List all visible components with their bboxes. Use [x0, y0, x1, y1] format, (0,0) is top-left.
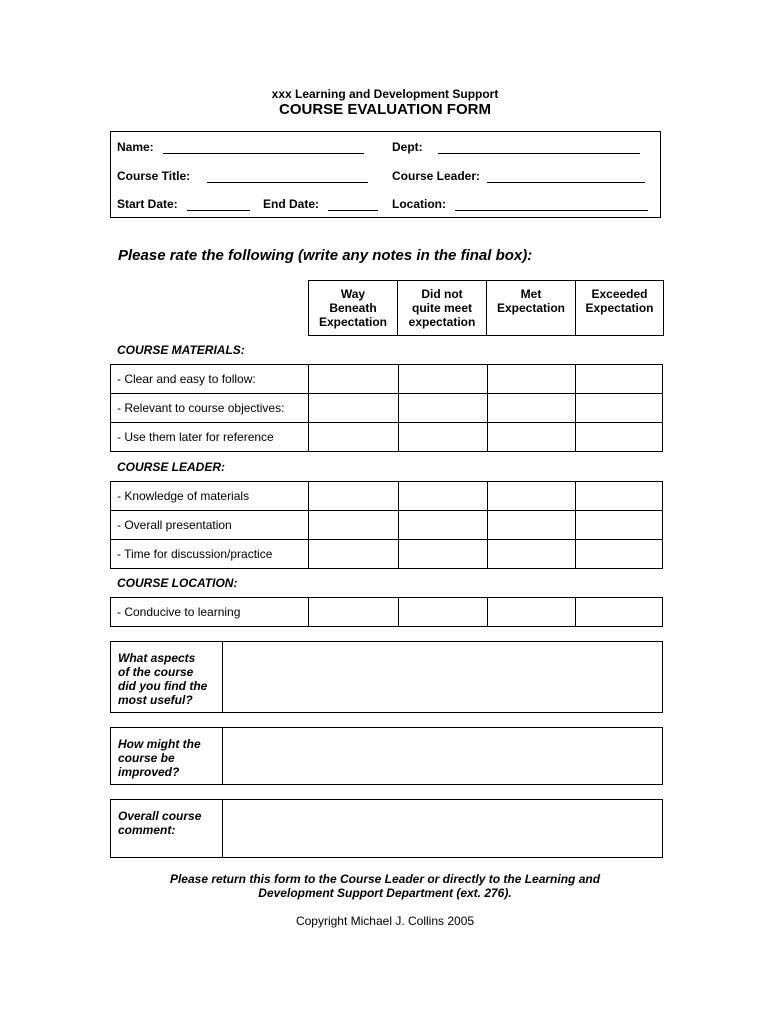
course-leader-field[interactable]: [487, 182, 645, 183]
course-title-label: Course Title:: [117, 169, 191, 183]
rating-cell-did-not-meet[interactable]: [399, 394, 487, 422]
rating-cell-exceeded[interactable]: [576, 540, 662, 568]
column-header-met: Met Expectation: [486, 280, 576, 336]
rating-cell-did-not-meet[interactable]: [399, 598, 487, 626]
rating-row-discussion: [110, 539, 663, 569]
rating-cell-way-beneath[interactable]: [309, 365, 398, 393]
info-box: [110, 131, 661, 218]
rating-row-label: - Overall presentation: [117, 518, 232, 532]
rating-cell-exceeded[interactable]: [576, 423, 662, 451]
copyright: Copyright Michael J. Collins 2005: [295, 914, 475, 928]
rating-cell-way-beneath[interactable]: [309, 423, 398, 451]
rating-cell-met[interactable]: [488, 394, 575, 422]
rating-cell-did-not-meet[interactable]: [399, 365, 487, 393]
rating-row-relevant: [110, 393, 663, 423]
rating-row-label: - Clear and easy to follow:: [117, 372, 256, 386]
notes-answer-improved[interactable]: [223, 728, 662, 784]
end-date-label: End Date:: [263, 197, 320, 211]
rating-cell-did-not-meet[interactable]: [399, 540, 487, 568]
rating-cell-met[interactable]: [488, 365, 575, 393]
rating-row-use-later: [110, 422, 663, 452]
section-title-course-materials: COURSE MATERIALS:: [117, 343, 245, 357]
rating-cell-way-beneath[interactable]: [309, 482, 398, 510]
rating-row-label: - Use them later for reference: [117, 430, 274, 444]
course-leader-label: Course Leader:: [392, 169, 481, 183]
rating-cell-did-not-meet[interactable]: [399, 482, 487, 510]
rating-cell-exceeded[interactable]: [576, 511, 662, 539]
notes-question: What aspects of the course did you find the most useful?: [118, 651, 208, 707]
notes-answer-overall-comment[interactable]: [223, 800, 662, 857]
rating-cell-met[interactable]: [488, 598, 575, 626]
course-title-field[interactable]: [207, 182, 368, 183]
rating-cell-did-not-meet[interactable]: [399, 423, 487, 451]
section-title-course-leader: COURSE LEADER:: [117, 460, 226, 474]
rating-cell-met[interactable]: [488, 423, 575, 451]
rating-row-conducive: [110, 597, 663, 627]
organization-name: xxx Learning and Development Support: [271, 87, 499, 101]
rating-row-label: - Time for discussion/practice: [117, 547, 273, 561]
rating-row-clear-easy: [110, 364, 663, 394]
start-date-field[interactable]: [187, 210, 250, 211]
name-label: Name:: [117, 140, 154, 154]
notes-box-improved: [110, 727, 663, 785]
rating-cell-met[interactable]: [488, 540, 575, 568]
rating-cell-way-beneath[interactable]: [309, 540, 398, 568]
rating-cell-exceeded[interactable]: [576, 482, 662, 510]
notes-answer-most-useful[interactable]: [223, 642, 662, 712]
start-date-label: Start Date:: [117, 197, 178, 211]
rating-cell-met[interactable]: [488, 511, 575, 539]
rating-cell-exceeded[interactable]: [576, 394, 662, 422]
section-title-course-location: COURSE LOCATION:: [117, 576, 238, 590]
rating-row-knowledge: [110, 481, 663, 511]
rating-row-label: - Conducive to learning: [117, 605, 241, 619]
end-date-field[interactable]: [328, 210, 378, 211]
rating-row-label: - Relevant to course objectives:: [117, 401, 285, 415]
rating-row-presentation: [110, 510, 663, 540]
rating-cell-way-beneath[interactable]: [309, 394, 398, 422]
column-header-way-beneath: Way Beneath Expectation: [308, 280, 398, 336]
rating-cell-way-beneath[interactable]: [309, 511, 398, 539]
rating-cell-exceeded[interactable]: [576, 365, 662, 393]
column-header-exceeded: Exceeded Expectation: [575, 280, 664, 336]
notes-box-overall-comment: [110, 799, 663, 858]
rating-row-label: - Knowledge of materials: [117, 489, 250, 503]
location-field[interactable]: [455, 210, 648, 211]
rating-cell-met[interactable]: [488, 482, 575, 510]
form-title: COURSE EVALUATION FORM: [279, 101, 491, 118]
notes-question: Overall course comment:: [118, 809, 202, 837]
rating-prompt: Please rate the following (write any notes in the final box):: [118, 247, 533, 264]
name-field[interactable]: [163, 153, 364, 154]
column-header-did-not-meet: Did not quite meet expectation: [397, 280, 487, 336]
dept-label: Dept:: [392, 140, 423, 154]
rating-cell-did-not-meet[interactable]: [399, 511, 487, 539]
location-label: Location:: [392, 197, 446, 211]
dept-field[interactable]: [438, 153, 640, 154]
return-instructions: Please return this form to the Course Leader or directly to the Learning and Development Support Department (ext. 276).: [169, 872, 601, 900]
rating-cell-exceeded[interactable]: [576, 598, 662, 626]
rating-cell-way-beneath[interactable]: [309, 598, 398, 626]
notes-box-most-useful: [110, 641, 663, 713]
notes-question: How might the course be improved?: [118, 737, 201, 779]
